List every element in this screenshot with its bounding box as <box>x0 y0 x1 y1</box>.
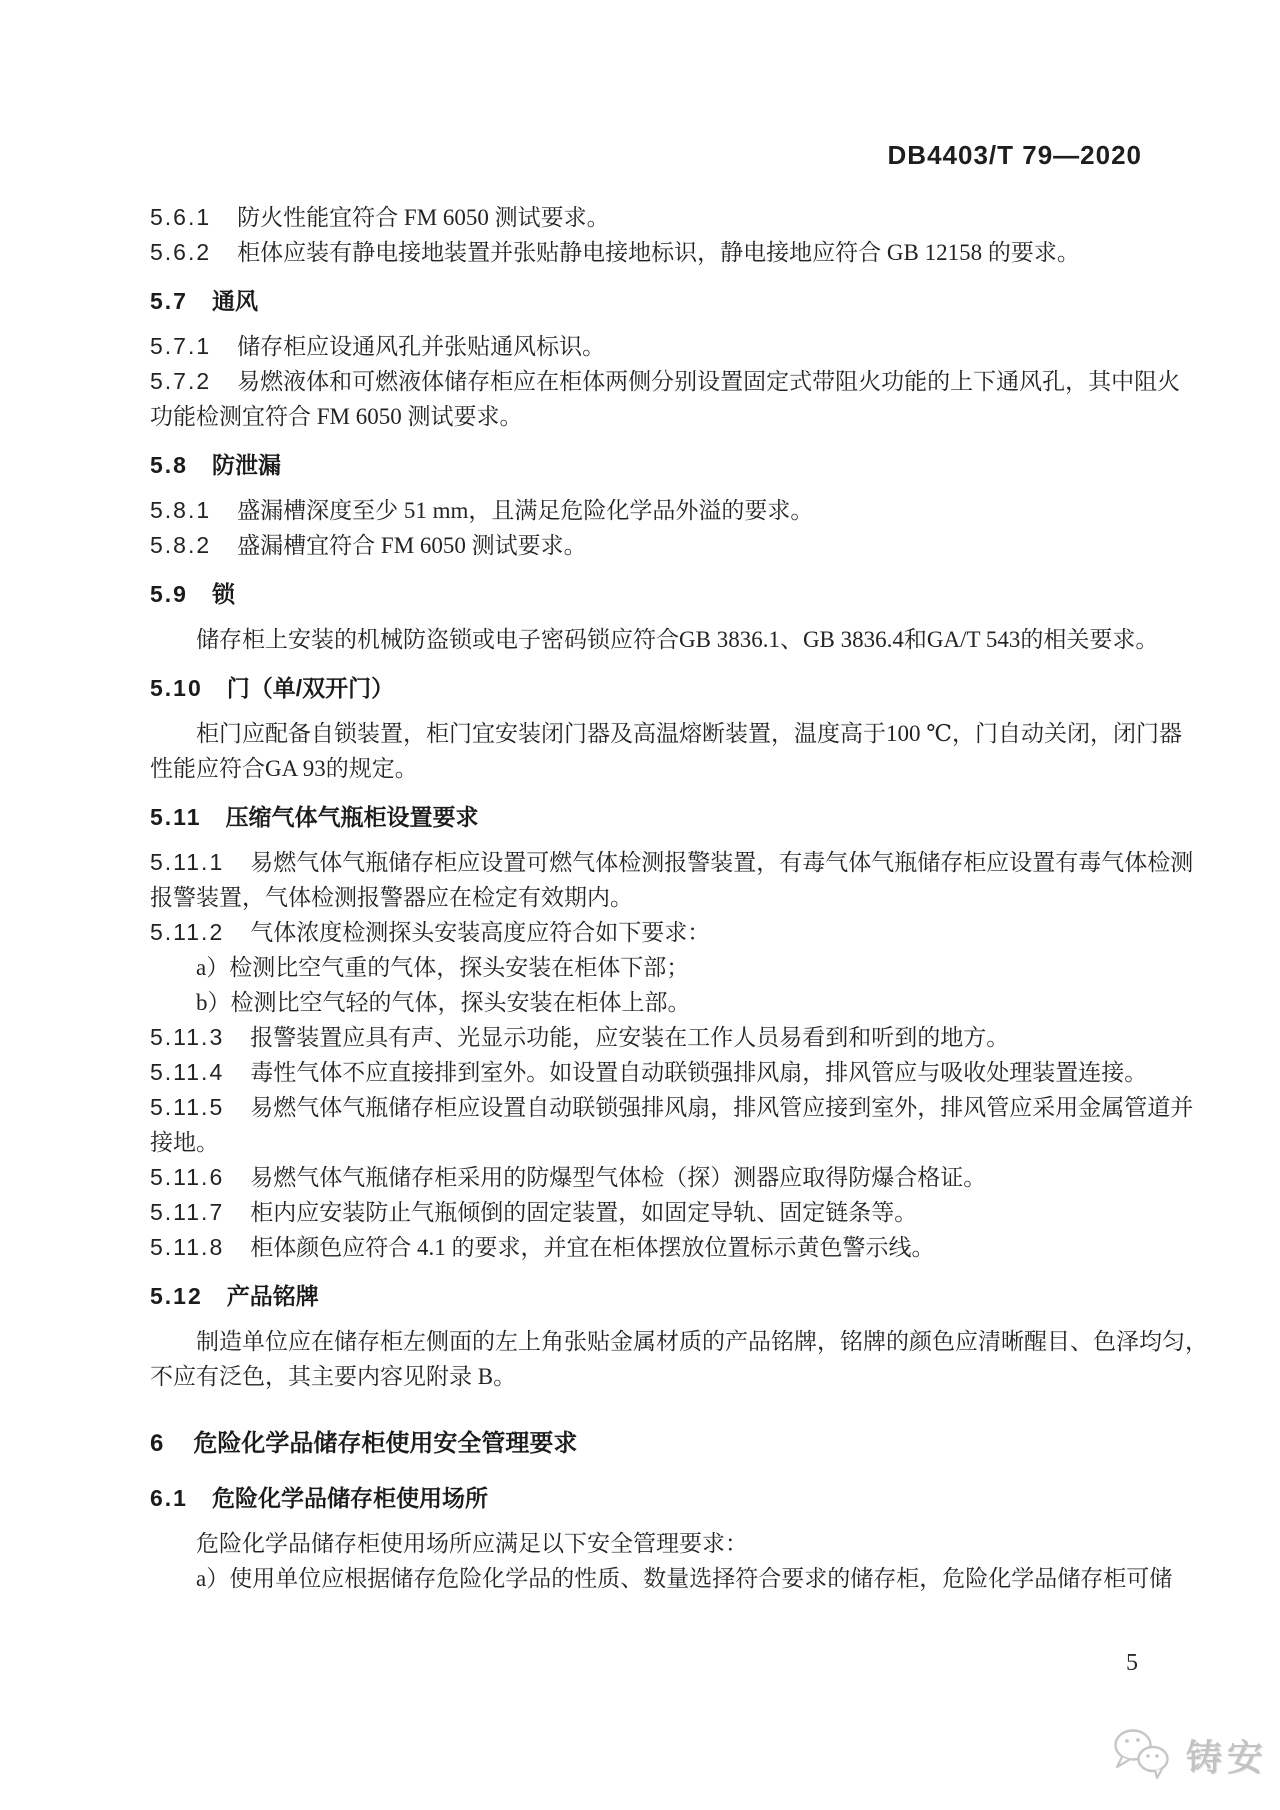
section-heading <box>150 577 1150 612</box>
document-body <box>150 200 1208 1596</box>
text-line <box>150 1195 1150 1230</box>
text-content: 性能应符合GA 93的规定。 <box>150 756 418 781</box>
section-heading <box>150 1481 1150 1516</box>
section-heading <box>150 284 1150 319</box>
text-line <box>150 1055 1150 1090</box>
text-line <box>150 1324 1208 1359</box>
text-line <box>150 493 1150 528</box>
clause-number: 5.11.7 <box>150 1199 225 1225</box>
text-line <box>150 399 1150 434</box>
watermark <box>1110 1726 1268 1785</box>
wechat-icon <box>1110 1726 1174 1785</box>
clause-number: 5.6.2 <box>150 239 212 265</box>
text-content: 易燃气体气瓶储存柜应设置可燃气体检测报警装置，有毒气体气瓶储存柜应设置有毒气体检测 <box>250 850 1194 875</box>
clause-number: 5.12 <box>150 1283 203 1309</box>
list-item <box>150 985 1150 1020</box>
text-content: 危险化学品储存柜使用安全管理要求 <box>193 1430 578 1457</box>
text-content: 防泄漏 <box>211 452 281 478</box>
text-line <box>150 845 1194 880</box>
list-item <box>150 950 1150 985</box>
clause-number: 5.8.1 <box>150 497 212 523</box>
clause-number: 5.11.3 <box>150 1024 225 1050</box>
section-heading <box>150 800 1150 835</box>
text-content: 柜门应配备自锁装置，柜门宜安装闭门器及高温熔断装置，温度高于100 ℃，门自动关闭，闭门器 <box>196 721 1182 746</box>
section-heading <box>150 448 1150 483</box>
text-content: 柜体颜色应符合 4.1 的要求，并宜在柜体摆放位置标示黄色警示线。 <box>250 1235 935 1260</box>
standard-number-header: DB4403/T 79—2020 <box>887 140 1142 170</box>
text-content: 储存柜上安装的机械防盗锁或电子密码锁应符合GB 3836.1、GB 3836.4和GA/T 543的相关要求。 <box>196 627 1159 652</box>
clause-number: 5.9 <box>150 581 188 607</box>
clause-number: 5.11.6 <box>150 1164 225 1190</box>
text-content: 压缩气体气瓶柜设置要求 <box>225 804 479 830</box>
section-heading <box>150 671 1150 706</box>
text-content: b）检测比空气轻的气体，探头安装在柜体上部。 <box>196 990 691 1015</box>
text-content: a）检测比空气重的气体，探头安装在柜体下部； <box>196 955 690 980</box>
clause-number: 5.11.2 <box>150 919 225 945</box>
text-content: 柜内应安装防止气瓶倾倒的固定装置，如固定导轨、固定链条等。 <box>250 1200 918 1225</box>
clause-number: 5.7 <box>150 288 188 314</box>
text-line <box>150 1359 1150 1394</box>
text-line <box>150 716 1182 751</box>
text-line <box>150 200 1150 235</box>
clause-number: 6.1 <box>150 1485 188 1511</box>
text-content: 危险化学品储存柜使用场所应满足以下安全管理要求： <box>196 1531 748 1556</box>
text-line <box>150 364 1181 399</box>
text-content: 报警装置，气体检测报警器应在检定有效期内。 <box>150 885 633 910</box>
text-content: 易燃液体和可燃液体储存柜应在柜体两侧分别设置固定式带阻火功能的上下通风孔，其中阻火 <box>237 369 1181 394</box>
text-content: 通风 <box>211 288 258 314</box>
text-line <box>150 622 1159 657</box>
clause-number: 5.11.5 <box>150 1094 225 1120</box>
text-line <box>150 1020 1150 1055</box>
text-content: 制造单位应在储存柜左侧面的左上角张贴金属材质的产品铭牌，铭牌的颜色应清晰醒目、色泽均匀， <box>196 1329 1208 1354</box>
text-line <box>150 235 1150 270</box>
clause-number: 5.11.1 <box>150 849 225 875</box>
section-heading <box>150 1279 1150 1314</box>
text-line <box>150 880 1150 915</box>
text-content: 产品铭牌 <box>226 1283 319 1309</box>
text-content: 储存柜应设通风孔并张贴通风标识。 <box>237 334 606 359</box>
chapter-heading <box>150 1426 1150 1461</box>
clause-number: 5.8 <box>150 452 188 478</box>
clause-number: 5.7.2 <box>150 368 212 394</box>
text-content: 易燃气体气瓶储存柜采用的防爆型气体检（探）测器应取得防爆合格证。 <box>250 1165 987 1190</box>
watermark-text: 铸安 <box>1186 1737 1269 1778</box>
text-line <box>150 915 1150 950</box>
text-line <box>150 1125 1150 1160</box>
clause-number: 5.6.1 <box>150 204 212 230</box>
clause-number: 5.7.1 <box>150 333 212 359</box>
text-content: 毒性气体不应直接排到室外。如设置自动联锁强排风扇，排风管应与吸收处理装置连接。 <box>250 1060 1148 1085</box>
page-number: 5 <box>1126 1650 1138 1676</box>
text-line <box>150 751 1150 786</box>
clause-number: 5.11.4 <box>150 1059 225 1085</box>
clause-number: 5.10 <box>150 675 203 701</box>
text-content: 防火性能宜符合 FM 6050 测试要求。 <box>237 205 610 230</box>
clause-number: 5.11.8 <box>150 1234 225 1260</box>
text-content: 锁 <box>211 581 235 607</box>
clause-number: 5.8.2 <box>150 532 212 558</box>
text-content: 功能检测宜符合 FM 6050 测试要求。 <box>150 404 523 429</box>
clause-number: 5.11 <box>150 804 202 830</box>
text-content: 柜体应装有静电接地装置并张贴静电接地标识，静电接地应符合 GB 12158 的要求。 <box>237 240 1080 265</box>
text-content: 危险化学品储存柜使用场所 <box>211 1485 488 1511</box>
list-item <box>150 1561 1173 1596</box>
text-content: 易燃气体气瓶储存柜应设置自动联锁强排风扇，排风管应接到室外，排风管应采用金属管道并 <box>250 1095 1194 1120</box>
text-content: 盛漏槽深度至少 51 mm，且满足危险化学品外溢的要求。 <box>237 498 814 523</box>
text-line <box>150 1230 1150 1265</box>
text-content: 报警装置应具有声、光显示功能，应安装在工作人员易看到和听到的地方。 <box>250 1025 1010 1050</box>
text-line <box>150 1090 1194 1125</box>
text-content: 盛漏槽宜符合 FM 6050 测试要求。 <box>237 533 587 558</box>
clause-number: 6 <box>150 1430 166 1457</box>
text-content: 气体浓度检测探头安装高度应符合如下要求： <box>250 920 711 945</box>
text-content: 接地。 <box>150 1130 219 1155</box>
text-line <box>150 1160 1150 1195</box>
text-content: 不应有泛色，其主要内容见附录 B。 <box>150 1364 517 1389</box>
text-content: 门（单/双开门） <box>226 675 395 701</box>
text-line <box>150 528 1150 563</box>
text-line <box>150 329 1150 364</box>
text-line <box>150 1526 1150 1561</box>
text-content: a）使用单位应根据储存危险化学品的性质、数量选择符合要求的储存柜，危险化学品储存柜可储 <box>196 1566 1173 1591</box>
